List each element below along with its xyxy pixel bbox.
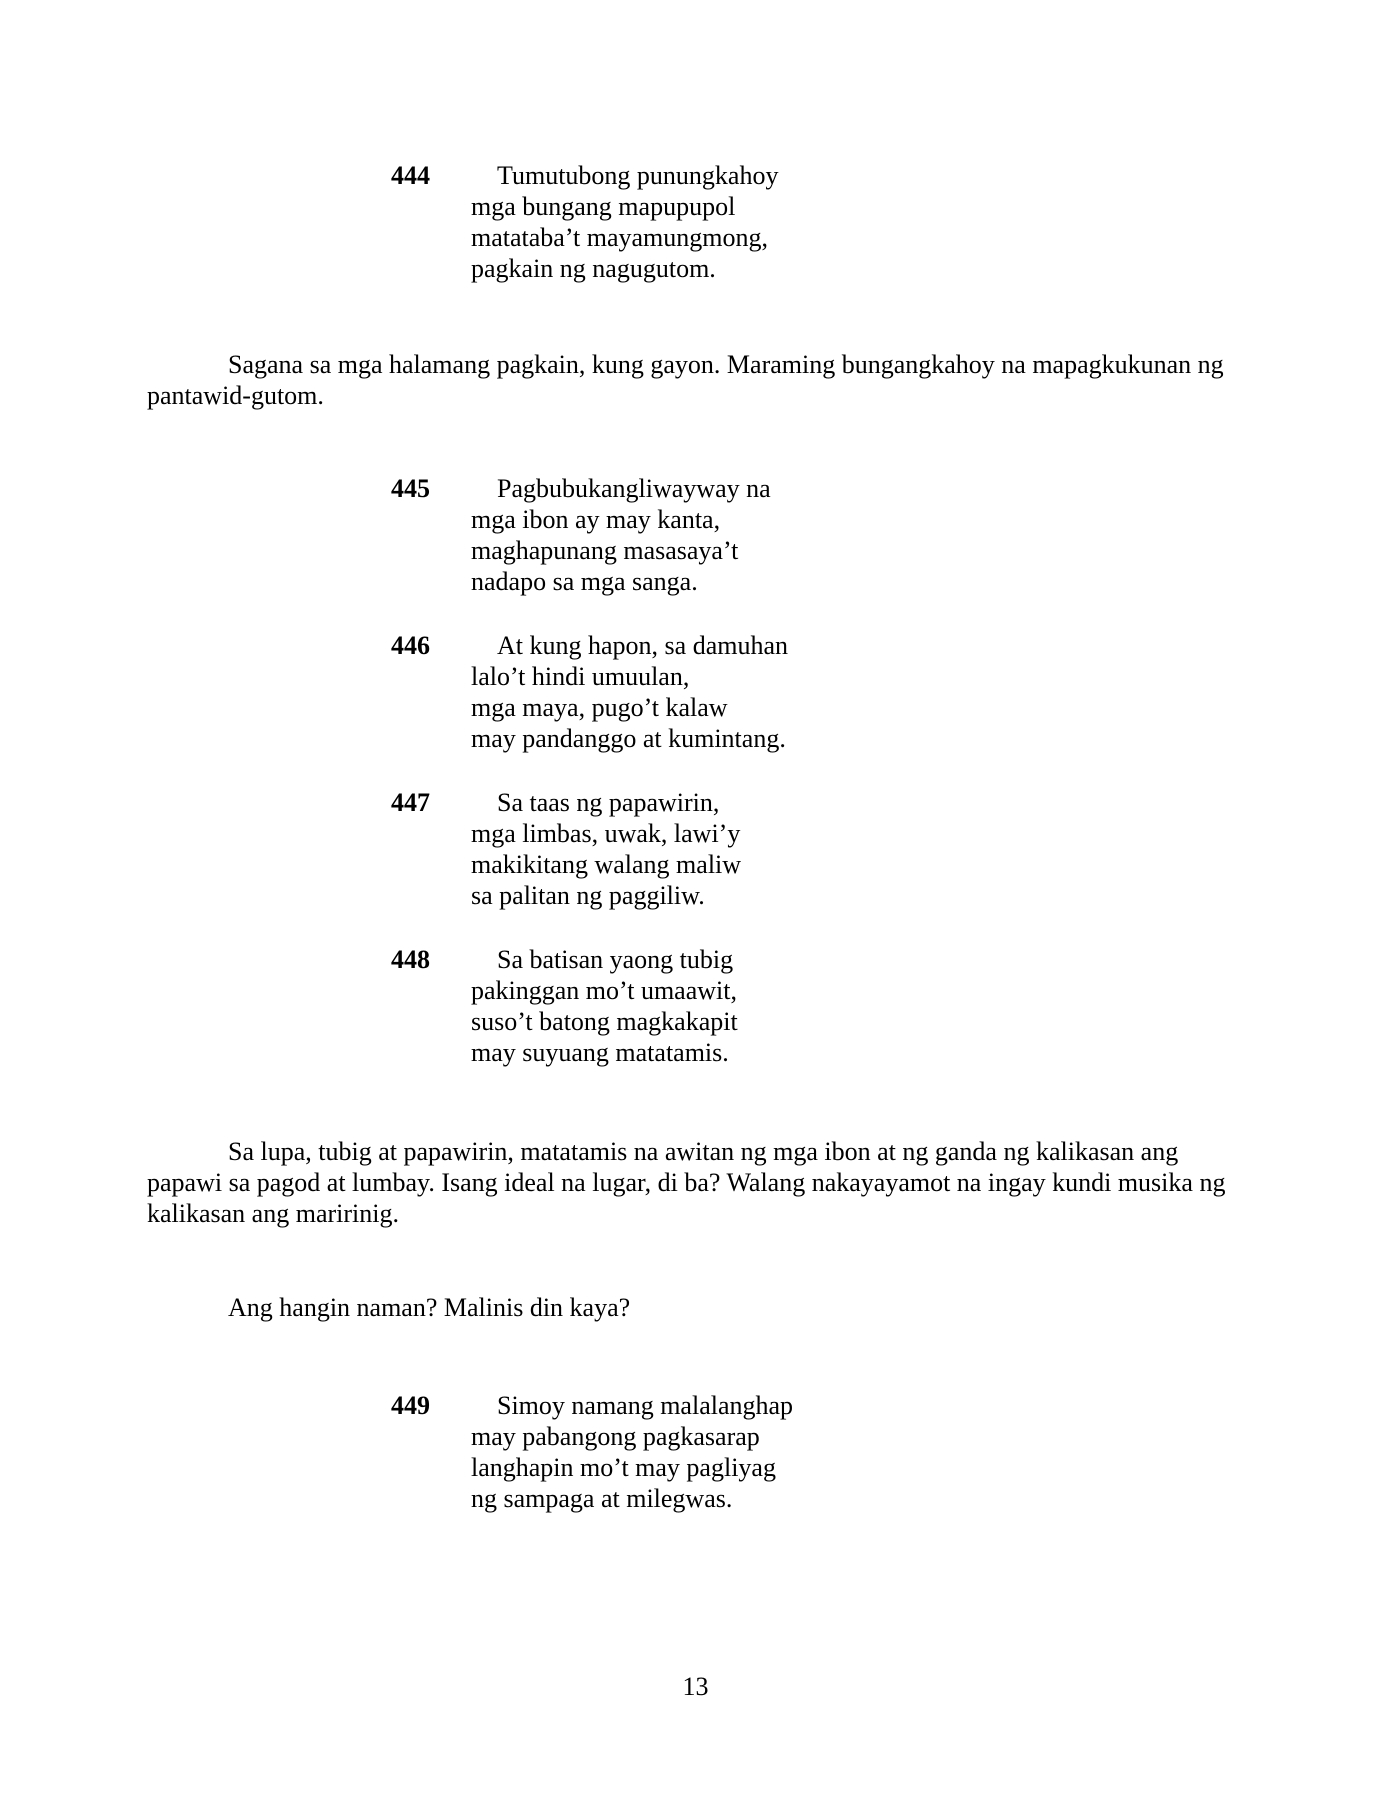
stanza-number: 449 (391, 1391, 430, 1420)
stanza-lines (471, 160, 778, 284)
verse-line: Sa batisan yaong tubig (497, 945, 734, 974)
stanza-number: 444 (391, 161, 430, 190)
stanza-number: 446 (391, 631, 430, 660)
verse-line: Sa taas ng papawirin, (497, 788, 720, 817)
verse-line: At kung hapon, sa damuhan (497, 631, 789, 660)
verse-line: may suyuang matatamis. (471, 1038, 729, 1067)
stanza-lines (471, 1390, 793, 1514)
verse-line: may pandanggo at kumintang. (471, 724, 786, 753)
verse-line: Simoy namang malalanghap (497, 1391, 794, 1420)
verse-line: Tumutubong punungkahoy (497, 161, 779, 190)
verse-line: makikitang walang maliw (471, 850, 742, 879)
stanza-lines (471, 473, 771, 597)
verse-line: Pagbubukangliwayway na (497, 474, 771, 503)
paragraph: Sagana sa mga halamang pagkain, kung gayon. Maraming bungangkahoy na mapagkukunan ng pantawid-gutom. (147, 350, 1224, 410)
paragraph: Ang hangin naman? Malinis din kaya? (228, 1293, 631, 1322)
verse-line: sa palitan ng paggiliw. (471, 881, 705, 910)
verse-line: mga limbas, uwak, lawi’y (471, 819, 741, 848)
verse-line: ng sampaga at milegwas. (471, 1484, 733, 1513)
stanza-lines (471, 787, 741, 911)
verse-line: may pabangong pagkasarap (471, 1422, 760, 1451)
verse-line: maghapunang masasaya’t (471, 536, 739, 565)
verse-line: pakinggan mo’t umaawit, (471, 976, 737, 1005)
stanza-number: 447 (391, 788, 430, 817)
paragraph: Sa lupa, tubig at papawirin, matatamis na awitan ng mga ibon at ng ganda ng kalikasan ang papawi sa pagod at lumbay. Isang ideal na lugar, di ba? Walang nakayayamot na ingay kundi musika ng kalikasan ang maririnig. (147, 1137, 1226, 1228)
verse-line: suso’t batong magkakapit (471, 1007, 738, 1036)
verse-line: langhapin mo’t may pagliyag (471, 1453, 776, 1482)
verse-line: matataba’t mayamungmong, (471, 223, 768, 252)
verse-line: lalo’t hindi umuulan, (471, 662, 690, 691)
verse-line: mga bungang mapupupol (471, 192, 736, 221)
page-number: 13 (682, 1672, 709, 1701)
verse-line: pagkain ng nagugutom. (471, 254, 716, 283)
stanza-number: 445 (391, 474, 430, 503)
stanza-lines (471, 944, 738, 1068)
stanza-number: 448 (391, 945, 430, 974)
stanza-lines (471, 630, 788, 754)
verse-line: mga maya, pugo’t kalaw (471, 693, 728, 722)
verse-line: mga ibon ay may kanta, (471, 505, 721, 534)
verse-line: nadapo sa mga sanga. (471, 567, 698, 596)
